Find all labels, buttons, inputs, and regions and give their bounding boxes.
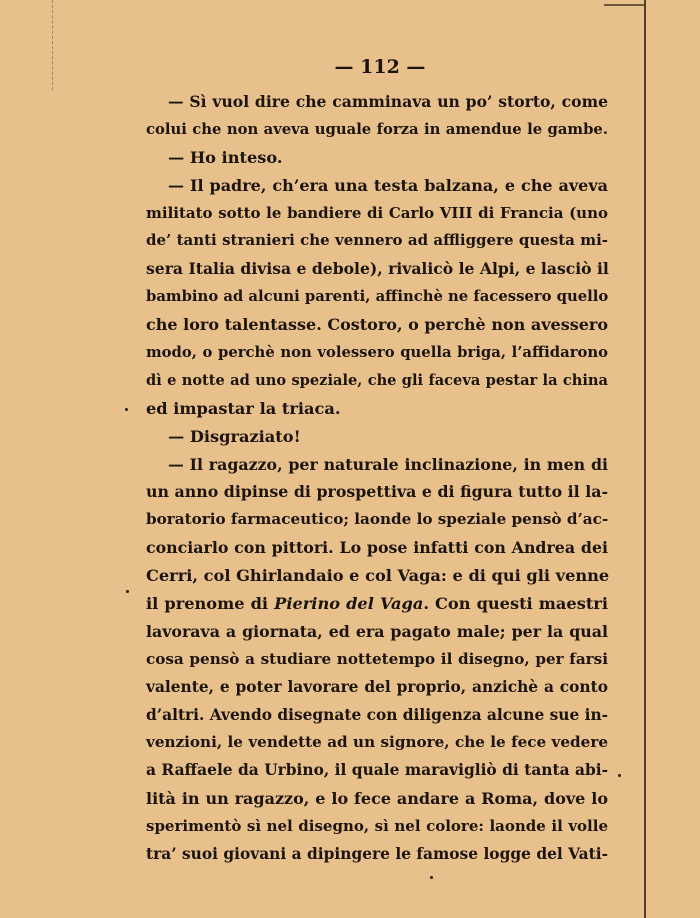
text-line: ed impastar la triaca.: [146, 398, 341, 418]
text-line: tra’ suoi giovani a dipingere le famose logge del Vati-: [146, 845, 608, 864]
right-margin-rule: [644, 0, 646, 918]
ink-speck: [618, 774, 621, 777]
text-line: un anno dipinse di prospettiva e di figura tutto il la-: [146, 482, 608, 502]
italic-name: Pierino del Vaga: [274, 594, 424, 614]
text-line: militato sotto le bandiere di Carlo VIII di Francia (uno: [146, 203, 608, 222]
text-line: modo, o perchè non volessero quella briga, l’affidarono: [146, 344, 608, 362]
text-line: lità in un ragazzo, e lo fece andare a Roma, dove lo: [146, 789, 608, 809]
text-line: a Raffaele da Urbino, il quale maravigliò di tanta abi-: [146, 761, 608, 780]
text-line: venzioni, le vendette ad un signore, che le fece vedere: [146, 733, 608, 752]
text-line: lavorava a giornata, ed era pagato male; per la qual: [146, 621, 608, 641]
text-line: de’ tanti stranieri che vennero ad affliggere questa mi-: [146, 231, 608, 250]
text-line: sperimentò sì nel disegno, sì nel colore: laonde il volle: [146, 817, 608, 836]
text-line: che loro talentasse. Costoro, o perchè non avessero: [146, 315, 608, 335]
text-line: Cerri, col Ghirlandaio e col Vaga: e di qui gli venne: [146, 566, 610, 586]
text-line: — Il padre, ch’era una testa balzana, e che aveva: [168, 175, 608, 195]
text-line: d’altri. Avendo disegnate con diligenza alcune sue in-: [146, 705, 609, 724]
ink-speck: [430, 876, 433, 879]
ink-speck: [125, 408, 128, 411]
text-line: conciarlo con pittori. Lo pose infatti con Andrea dei: [146, 538, 608, 558]
text-line: cosa pensò a studiare nottetempo il disegno, per farsi: [146, 649, 608, 668]
text-line: dì e notte ad uno speziale, che gli faceva pestar la china: [146, 371, 608, 389]
text-line: valente, e poter lavorare del proprio, anzichè a conto: [146, 677, 608, 696]
text-line: bambino ad alcuni parenti, affinchè ne facessero quello: [146, 288, 609, 306]
text-line: — Sì vuol dire che camminava un po’ storto, come: [168, 92, 608, 111]
text-line: il prenome di Pierino del Vaga. Con questi maestri: [146, 594, 608, 614]
text-line: — Ho inteso.: [168, 147, 283, 167]
text-line: — Il ragazzo, per naturale inclinazione, in men di: [168, 454, 608, 474]
page-number: — 112 —: [334, 56, 426, 78]
ink-speck: [126, 590, 129, 593]
top-margin-rule: [604, 4, 644, 6]
text-line: sera Italia divisa e debole), rivalicò le Alpi, e lasciò il: [146, 259, 609, 279]
text-line: colui che non aveva uguale forza in amendue le gambe.: [146, 120, 608, 138]
body-text: [146, 88, 608, 869]
text-line: — Disgraziato!: [168, 426, 301, 446]
text-line: boratorio farmaceutico; laonde lo speziale pensò d’ac-: [146, 510, 609, 529]
